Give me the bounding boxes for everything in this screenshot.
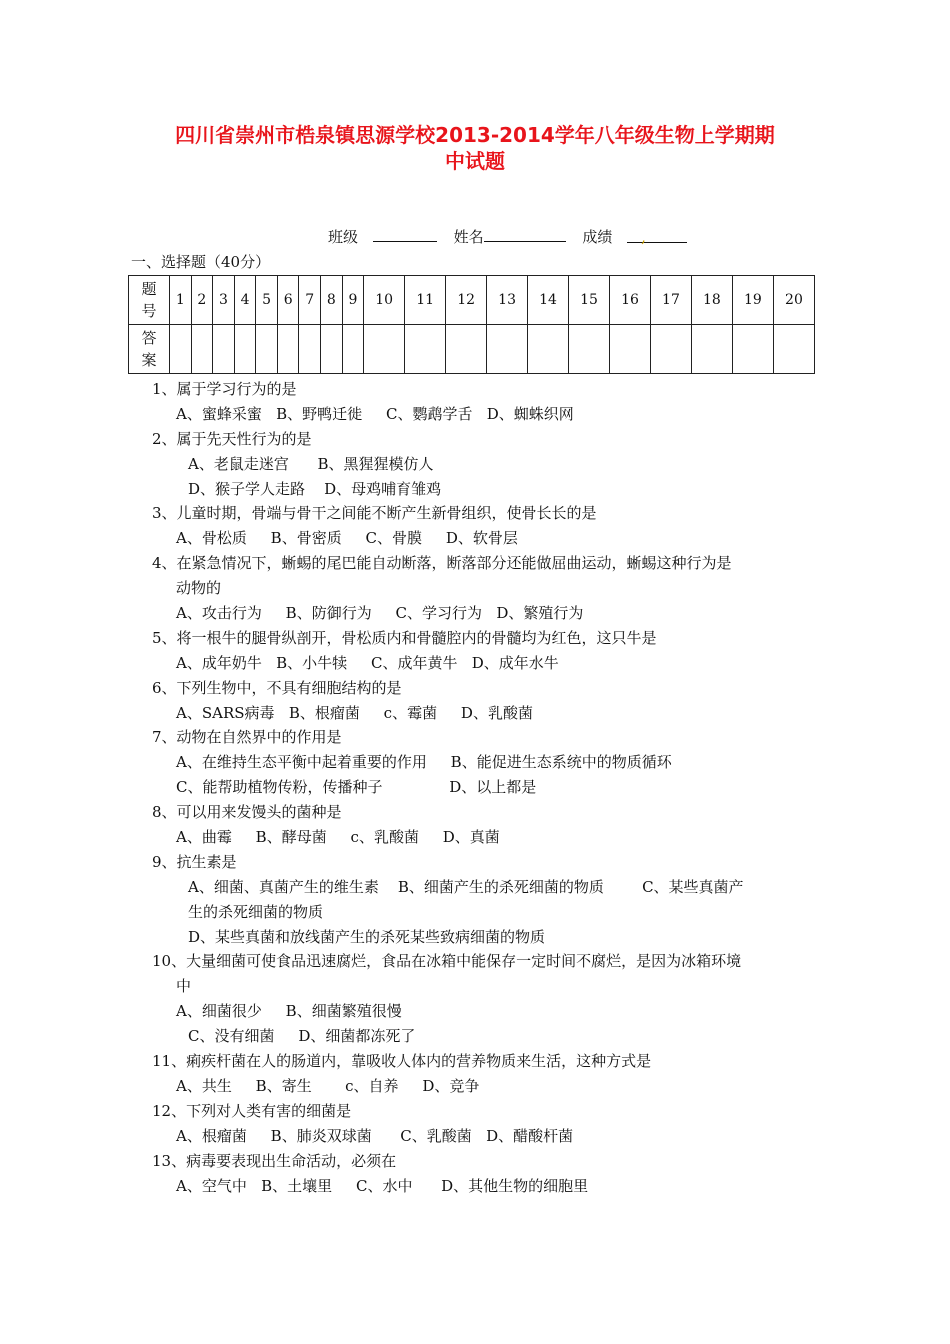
question-2: 2、属于先天性行为的是 [152, 429, 312, 448]
question-13: 13、病毒要表现出生命活动，必须在 [152, 1151, 397, 1170]
answer-cell[interactable] [170, 325, 192, 374]
answer-cell[interactable] [691, 325, 732, 374]
number-cell: 5 [256, 276, 278, 325]
question-10-options-a: A、细菌很少 B、细菌繁殖很慢 [176, 1002, 402, 1021]
number-cell: 7 [299, 276, 321, 325]
question-4: 4、在紧急情况下，蜥蜴的尾巴能自动断落，断落部分还能做屈曲运动，蜥蜴这种行为是 [152, 554, 732, 573]
question-9-options-c: D、某些真菌和放线菌产生的杀死某些致病细菌的物质 [188, 927, 546, 946]
question-3-options: A、骨松质 B、骨密质 C、骨膜 D、软骨层 [176, 529, 518, 548]
section-heading: 一、选择题（40分） [131, 253, 271, 271]
question-4-options: A、攻击行为 B、防御行为 C、学习行为 D、繁殖行为 [176, 604, 584, 623]
number-cell: 19 [732, 276, 773, 325]
number-cell: 3 [213, 276, 235, 325]
answer-row-header: 答 案 [129, 325, 170, 374]
class-label: 班级 [328, 228, 359, 246]
question-9: 9、抗生素是 [152, 852, 237, 871]
question-9-options-a: A、细菌、真菌产生的维生素 B、细菌产生的杀死细菌的物质 C、某些真菌产 [188, 877, 744, 896]
name-blank[interactable] [484, 227, 566, 242]
question-8-options: A、曲霉 B、酵母菌 c、乳酸菌 D、真菌 [176, 828, 500, 847]
question-5: 5、将一根牛的腿骨纵剖开，骨松质内和骨髓腔内的骨髓均为红色，这只牛是 [152, 628, 657, 647]
question-10: 10、大量细菌可使食品迅速腐烂，食品在冰箱中能保存一定时间不腐烂，是因为冰箱环境 [152, 952, 742, 971]
number-cell: 14 [528, 276, 569, 325]
number-cell: 11 [405, 276, 446, 325]
question-8: 8、可以用来发馒头的菌种是 [152, 803, 342, 822]
document-title [100, 122, 850, 174]
question-3: 3、儿童时期，骨端与骨干之间能不断产生新骨组织，使骨长长的是 [152, 504, 597, 523]
answer-cell[interactable] [732, 325, 773, 374]
answer-cell[interactable] [213, 325, 235, 374]
question-7-options-a: A、在维持生态平衡中起着重要的作用 B、能促进生态系统中的物质循环 [176, 753, 672, 772]
question-1: 1、属于学习行为的是 [152, 380, 297, 398]
answer-cell[interactable] [446, 325, 487, 374]
question-12-options: A、根瘤菌 B、肺炎双球菌 C、乳酸菌 D、醋酸杆菌 [176, 1126, 574, 1145]
question-2-options-b: D、猴子学人走路 D、母鸡哺育雏鸡 [188, 479, 442, 498]
number-row-header: 题 号 [129, 276, 170, 325]
answer-table [128, 275, 815, 374]
number-cell: 10 [364, 276, 405, 325]
answer-cell[interactable] [234, 325, 256, 374]
number-cell: 13 [487, 276, 528, 325]
number-cell: 2 [191, 276, 213, 325]
answer-cell[interactable] [191, 325, 213, 374]
answer-cell[interactable] [650, 325, 691, 374]
number-cell: 17 [650, 276, 691, 325]
number-cell: 6 [277, 276, 299, 325]
question-10-options-b: C、没有细菌 D、细菌都冻死了 [188, 1027, 416, 1046]
question-13-options: A、空气中 B、土壤里 C、水中 D、其他生物的细胞里 [176, 1176, 589, 1195]
title-line-2: 中试题 [445, 149, 505, 173]
answer-cell[interactable] [405, 325, 446, 374]
number-cell: 15 [569, 276, 610, 325]
question-2-options-a: A、老鼠走迷宫 B、黑猩猩模仿人 [188, 454, 434, 473]
question-5-options: A、成年奶牛 B、小牛犊 C、成年黄牛 D、成年水牛 [176, 653, 559, 672]
question-6-options: A、SARS病毒 B、根瘤菌 c、霉菌 D、乳酸菌 [176, 703, 533, 722]
answer-cell[interactable] [364, 325, 405, 374]
number-cell: 12 [446, 276, 487, 325]
answer-cell[interactable] [277, 325, 299, 374]
number-cell: 16 [610, 276, 651, 325]
number-cell: 8 [321, 276, 343, 325]
question-number-row [129, 276, 815, 325]
question-11: 11、痢疾杆菌在人的肠道内，靠吸收人体内的营养物质来生活，这种方式是 [152, 1052, 652, 1071]
question-list [152, 377, 817, 1198]
number-cell: 4 [234, 276, 256, 325]
answer-cell[interactable] [321, 325, 343, 374]
answer-cell[interactable] [256, 325, 278, 374]
question-12: 12、下列对人类有害的细菌是 [152, 1101, 352, 1120]
score-mark: , [641, 228, 646, 246]
question-6: 6、下列生物中，不具有细胞结构的是 [152, 678, 402, 697]
answer-cell[interactable] [342, 325, 364, 374]
answer-cell[interactable] [610, 325, 651, 374]
title-line-1: 四川省崇州市梏泉镇思源学校2013-2014学年八年级生物上学期期 [175, 123, 775, 147]
question-4-continuation: 动物的 [176, 579, 222, 598]
score-label: 成绩 [582, 228, 613, 246]
number-cell: 18 [691, 276, 732, 325]
answer-cell[interactable] [528, 325, 569, 374]
number-cell: 20 [773, 276, 814, 325]
student-info-line [328, 226, 687, 247]
question-9-options-b: 生的杀死细菌的物质 [188, 902, 324, 921]
question-10-continuation: 中 [176, 977, 192, 996]
score-blank[interactable] [627, 228, 687, 246]
answer-row [129, 325, 815, 374]
answer-cell[interactable] [569, 325, 610, 374]
number-cell: 9 [342, 276, 364, 325]
answer-cell[interactable] [487, 325, 528, 374]
question-7-options-b: C、能帮助植物传粉，传播种子 D、以上都是 [176, 778, 537, 797]
class-blank[interactable] [373, 227, 437, 242]
name-label: 姓名 [453, 228, 484, 246]
question-11-options: A、共生 B、寄生 c、自养 D、竞争 [176, 1076, 480, 1095]
question-7: 7、动物在自然界中的作用是 [152, 728, 342, 747]
answer-cell[interactable] [299, 325, 321, 374]
question-1-options: A、蜜蜂采蜜 B、野鸭迁徙 C、鹦鹉学舌 D、蜘蛛织网 [176, 404, 574, 423]
number-cell: 1 [170, 276, 192, 325]
answer-cell[interactable] [773, 325, 814, 374]
